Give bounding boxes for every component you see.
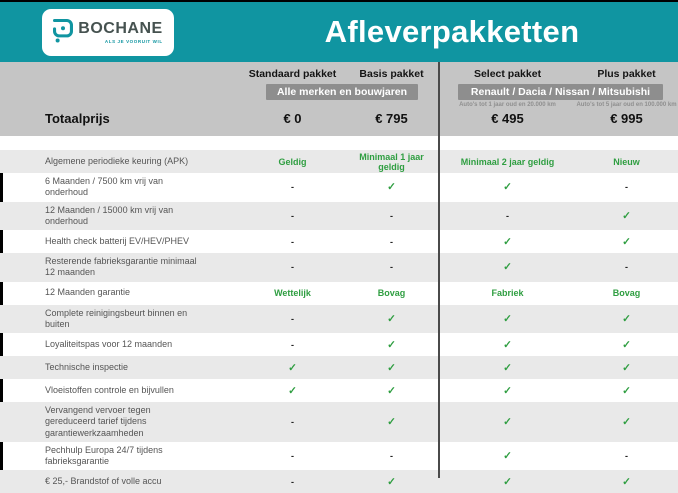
column-titles-row: [0, 68, 678, 80]
row-value: ✓: [503, 181, 512, 194]
row-value: -: [291, 210, 294, 221]
column-title-select: Select pakket: [473, 68, 542, 80]
row-value: ✓: [288, 361, 297, 374]
row-value: ✓: [622, 338, 631, 351]
table-row: [0, 202, 678, 231]
feature-table-body: [0, 150, 678, 493]
row-label: 12 Maanden garantie: [45, 287, 131, 298]
logo-brand-text: BOCHANE: [78, 20, 163, 37]
row-label: Technische inspectie: [45, 361, 129, 372]
row-value: ✓: [387, 475, 396, 488]
row-label: € 25,- Brandstof of volle accu: [45, 476, 162, 487]
row-value: Nieuw: [613, 156, 640, 167]
row-value: -: [291, 262, 294, 273]
row-value: -: [506, 210, 509, 221]
band-renault-group: Renault / Dacia / Nissan / Mitsubishi: [458, 84, 663, 100]
row-value: ✓: [503, 261, 512, 274]
row-value: Fabriek: [491, 288, 524, 298]
note-select: Auto's tot 1 jaar oud en 20.000 km: [459, 102, 556, 108]
table-row: [0, 150, 678, 173]
price-select: € 495: [491, 111, 524, 126]
group-divider-line: [438, 62, 440, 478]
price-row: [0, 111, 678, 126]
band-all-brands: Alle merken en bouwjaren: [266, 84, 418, 100]
row-label: 12 Maanden / 15000 km vrij van onderhoud: [45, 204, 174, 226]
row-value: ✓: [503, 384, 512, 397]
row-value: ✓: [622, 361, 631, 374]
row-value: ✓: [503, 361, 512, 374]
row-label: 6 Maanden / 7500 km vrij van onderhoud: [45, 176, 164, 198]
row-label: Resterende fabrieksgarantie minimaal 12 maanden: [45, 256, 197, 278]
table-row: [0, 402, 678, 442]
brand-bands-row: [0, 84, 678, 100]
row-value: Wettelijk: [274, 288, 311, 298]
row-value: -: [291, 451, 294, 461]
row-value: ✓: [622, 235, 631, 248]
row-label: Algemene periodieke keuring (APK): [45, 155, 189, 166]
row-value: ✓: [622, 384, 631, 397]
table-row: [0, 470, 678, 493]
row-value: -: [291, 339, 294, 350]
column-title-basis: Basis pakket: [359, 68, 424, 80]
row-value: -: [291, 476, 294, 487]
row-value: ✓: [503, 338, 512, 351]
row-value: ✓: [387, 361, 396, 374]
row-value: ✓: [387, 181, 396, 194]
row-value: ✓: [503, 235, 512, 248]
table-row: [0, 442, 678, 471]
row-value: -: [625, 182, 628, 193]
row-label: Health check batterij EV/HEV/PHEV: [45, 235, 190, 246]
price-basis: € 795: [375, 111, 408, 126]
bochane-logo: [42, 9, 174, 56]
page-title: Afleverpakketten: [324, 14, 580, 49]
row-value: ✓: [503, 475, 512, 488]
column-title-plus: Plus pakket: [597, 68, 656, 80]
row-label: Loyaliteitspas voor 12 maanden: [45, 338, 173, 349]
row-value: Minimaal 2 jaar geldig: [460, 156, 555, 167]
row-value: -: [291, 416, 294, 427]
column-title-standaard: Standaard pakket: [248, 68, 337, 80]
row-value: -: [390, 210, 393, 221]
table-row: [0, 356, 678, 379]
row-label: Vloeistoffen controle en bijvullen: [45, 384, 174, 395]
row-value: Geldig: [278, 156, 307, 167]
price-plus: € 995: [610, 111, 643, 126]
row-value: ✓: [387, 338, 396, 351]
bochane-logo-icon: [53, 17, 73, 49]
table-row: [0, 305, 678, 334]
notes-row: [0, 102, 678, 108]
note-plus: Auto's tot 5 jaar oud en 100.000 km: [576, 102, 677, 108]
row-value: ✓: [503, 450, 512, 462]
row-value: ✓: [288, 384, 297, 397]
header-body-gap: [0, 136, 678, 150]
price-standaard: € 0: [283, 111, 302, 126]
row-value: Bovag: [377, 288, 406, 298]
top-banner: [0, 2, 678, 62]
row-value: Bovag: [612, 288, 641, 298]
table-row: [0, 282, 678, 305]
row-value: -: [390, 262, 393, 273]
row-value: ✓: [503, 415, 512, 428]
row-value: -: [625, 451, 628, 461]
row-label: Complete reinigingsbeurt binnen en buiten: [45, 307, 188, 329]
row-value: -: [291, 236, 294, 247]
table-row: [0, 173, 678, 202]
row-value: ✓: [387, 312, 396, 325]
logo-tagline: ALS JE VOORUIT WIL: [104, 39, 163, 44]
table-row: [0, 333, 678, 356]
table-row: [0, 230, 678, 253]
row-value: ✓: [387, 384, 396, 397]
total-price-label: Totaalprijs: [45, 111, 110, 126]
table-row: [0, 253, 678, 282]
row-value: ✓: [622, 312, 631, 325]
row-value: ✓: [387, 415, 396, 428]
row-value: ✓: [622, 209, 631, 222]
row-label: Vervangend vervoer tegen gereduceerd tarief tijdens garantiewerkzaamheden: [45, 405, 151, 438]
row-value: ✓: [503, 312, 512, 325]
row-label: Pechhulp Europa 24/7 tijdens fabrieksgarantie: [45, 444, 163, 466]
row-value: -: [291, 313, 294, 324]
row-value: -: [390, 236, 393, 247]
row-value: -: [625, 262, 628, 273]
table-header: [0, 62, 678, 136]
row-value: ✓: [622, 475, 631, 488]
row-value: -: [390, 451, 393, 461]
row-value: Minimaal 1 jaar geldig: [359, 151, 424, 172]
table-row: [0, 379, 678, 402]
row-value: -: [291, 182, 294, 193]
row-value: ✓: [622, 415, 631, 428]
